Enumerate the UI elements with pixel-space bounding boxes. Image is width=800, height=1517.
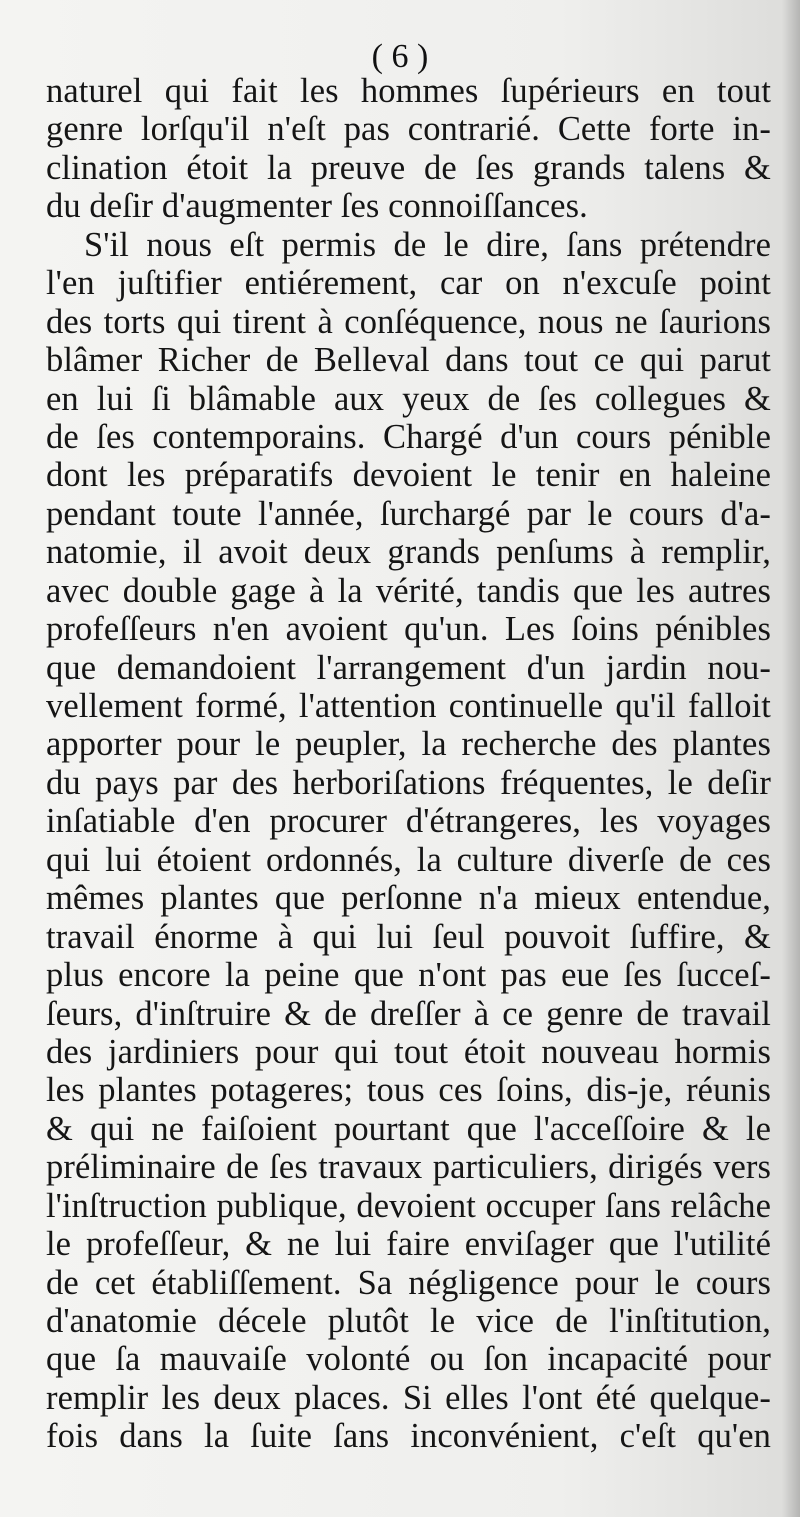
text-line: de ſes contemporains. Chargé d'un cours pénible: [46, 417, 771, 456]
text-line: que demandoient l'arrangement d'un jardin nou-: [46, 648, 771, 687]
text-line: profeſſeurs n'en avoient qu'un. Les ſoins pénibles: [46, 610, 771, 649]
body-text: [46, 72, 771, 1456]
text-line: travail énorme à qui lui ſeul pouvoit ſuffire, &: [46, 917, 771, 956]
text-line: vellement formé, l'attention continuelle qu'il falloit: [46, 687, 771, 725]
text-line: le profeſſeur, & ne lui faire enviſager que l'utilité: [46, 1225, 771, 1264]
page-edge-shadow: [782, 0, 800, 1517]
text-line: préliminaire de ſes travaux particuliers, dirigés vers: [46, 1148, 771, 1187]
text-line: remplir les deux places. Si elles l'ont été quelque-: [46, 1378, 771, 1417]
text-line: natomie, il avoit deux grands penſums à remplir,: [46, 533, 771, 572]
page-number: ( 6 ): [371, 38, 429, 75]
text-line: l'en juſtifier entiérement, car on n'excuſe point: [46, 264, 771, 303]
text-line: ſeurs, d'inſtruire & de dreſſer à ce genre de travail: [46, 994, 771, 1033]
text-line: des jardiniers pour qui tout étoit nouveau hormis: [46, 1032, 771, 1071]
text-line: naturel qui fait les hommes ſupérieurs en tout: [46, 72, 771, 110]
text-line: les plantes potageres; tous ces ſoins, dis-je, réunis: [46, 1071, 771, 1110]
text-line: d'anatomie décele plutôt le vice de l'inſtitution,: [46, 1302, 771, 1340]
text-line: fois dans la ſuite ſans inconvénient, c'eſt qu'en: [46, 1417, 771, 1456]
text-line: avec double gage à la vérité, tandis que les autres: [46, 571, 771, 610]
text-line: de cet établiſſement. Sa négligence pour le cours: [46, 1263, 771, 1302]
text-line: que ſa mauvaiſe volonté ou ſon incapacité pour: [46, 1340, 771, 1379]
text-line: dont les préparatifs devoient le tenir en haleine: [46, 456, 771, 495]
text-line: clination étoit la preuve de ſes grands talens &: [46, 148, 771, 187]
text-line: des torts qui tirent à conſéquence, nous ne ſaurions: [46, 302, 771, 341]
text-line: & qui ne faiſoient pourtant que l'acceſſoire & le: [46, 1109, 771, 1148]
text-line: plus encore la peine que n'ont pas eue ſes ſucceſ-: [46, 956, 771, 995]
text-line: du pays par des herboriſations fréquentes, le deſir: [46, 763, 771, 802]
text-line: pendant toute l'année, ſurchargé par le cours d'a-: [46, 494, 771, 533]
text-line: S'il nous eſt permis de le dire, ſans prétendre: [84, 225, 771, 264]
text-line: l'inſtruction publique, devoient occuper ſans relâche: [46, 1186, 771, 1225]
text-line: inſatiable d'en procurer d'étrangeres, les voyages: [46, 802, 771, 841]
text-line: mêmes plantes que perſonne n'a mieux entendue,: [46, 879, 771, 918]
text-line: du deſir d'augmenter ſes connoiſſances.: [46, 187, 588, 226]
text-line: apporter pour le peupler, la recherche des plantes: [46, 725, 771, 764]
text-line: genre lorſqu'il n'eſt pas contrarié. Cette forte in-: [46, 110, 771, 149]
text-line: en lui ſi blâmable aux yeux de ſes collegues &: [46, 379, 771, 418]
text-line: blâmer Richer de Belleval dans tout ce qui parut: [46, 341, 771, 380]
text-line: qui lui étoient ordonnés, la culture diverſe de ces: [46, 840, 771, 879]
